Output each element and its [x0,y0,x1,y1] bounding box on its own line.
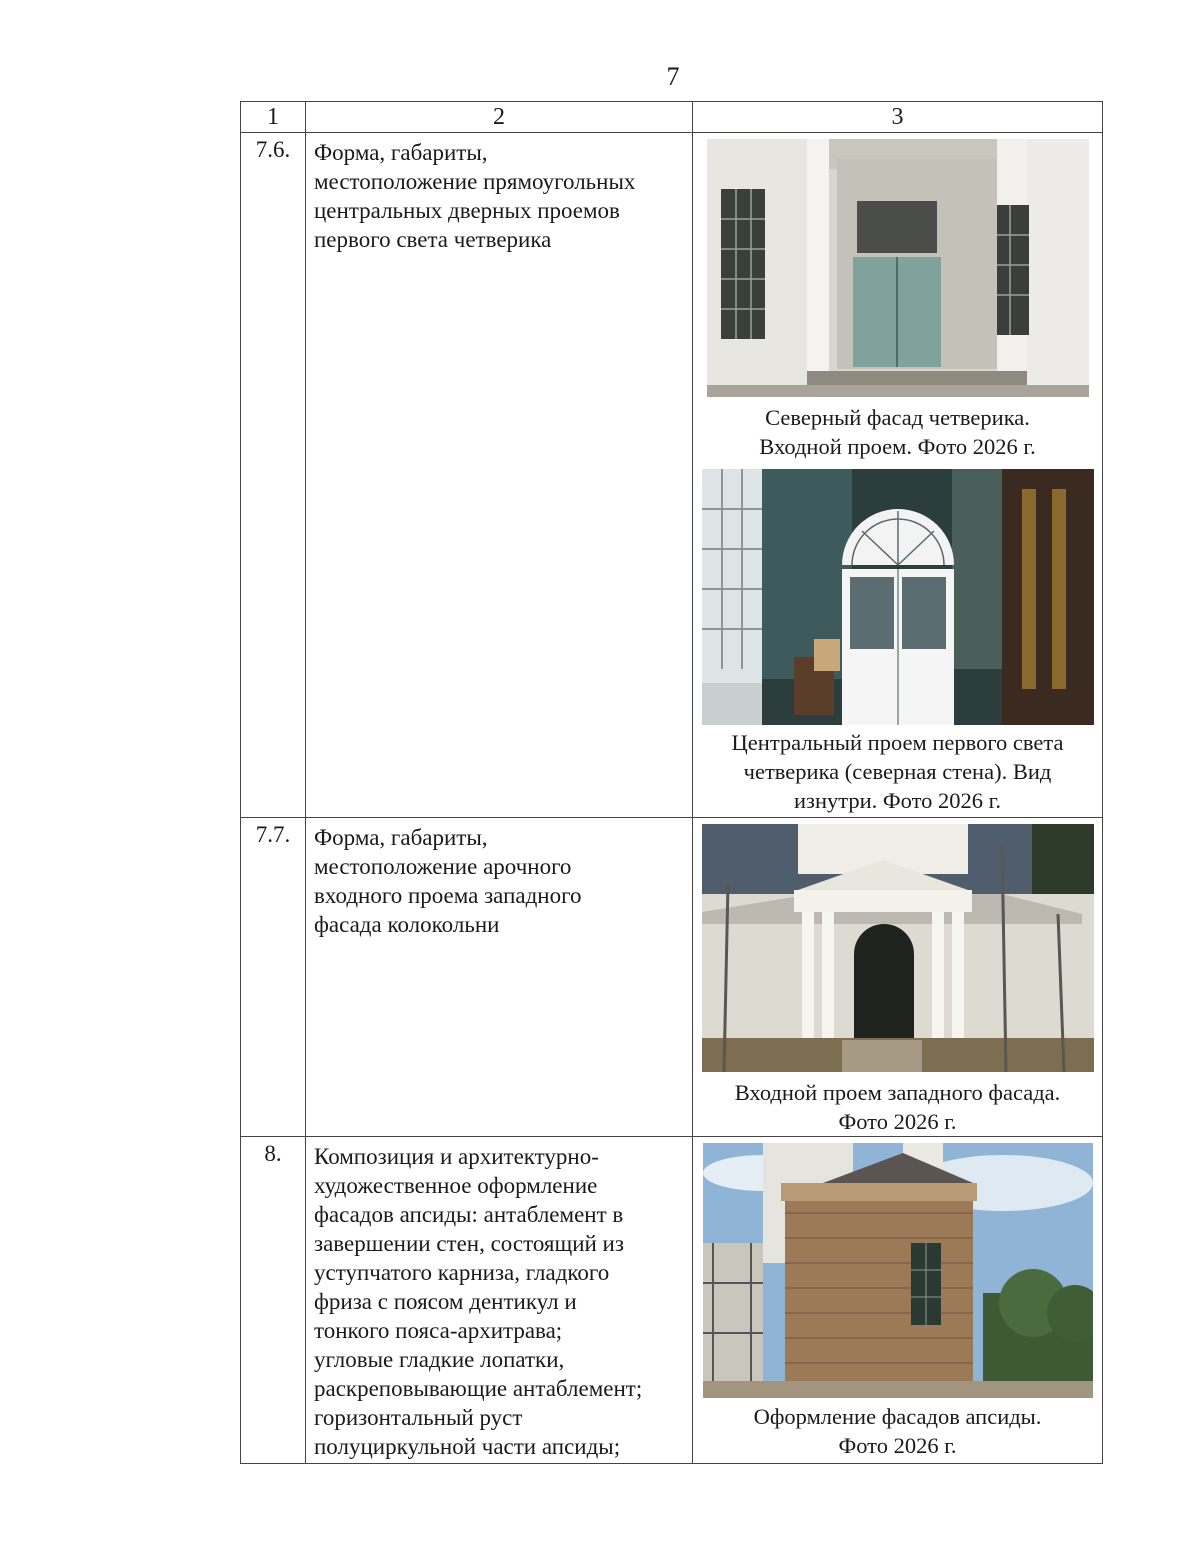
desc-line: центральных дверных проемов [314,198,620,223]
row-photos [693,818,1103,1137]
caption-line: Фото 2026 г. [838,1433,957,1458]
desc-line: художественное оформление [314,1173,598,1198]
caption-line: Входной проем западного фасада. [734,1080,1061,1105]
row-number: 7.7. [241,818,306,1137]
row-photos [693,1137,1103,1464]
caption-line: четверика (северная стена). Вид [743,759,1052,784]
photo-caption [693,1078,1102,1136]
row-description [306,133,693,818]
photo-north-facade [707,139,1089,397]
photo-caption [693,403,1102,461]
desc-line: полуциркульной части апсиды; [314,1434,621,1459]
desc-line: Форма, габариты, [314,140,488,165]
row-description [306,818,693,1137]
row-number: 7.6. [241,133,306,818]
desc-line: раскреповывающие антаблемент; [314,1376,643,1401]
desc-line: фасада колокольни [314,912,500,937]
table-header-row [241,102,1103,133]
caption-line: Оформление фасадов апсиды. [753,1404,1042,1429]
desc-line: местоположение арочного [314,854,572,879]
desc-line: тонкого пояса-архитрава; [314,1318,563,1343]
desc-line: угловые гладкие лопатки, [314,1347,565,1372]
caption-line: Центральный проем первого света [731,730,1064,755]
desc-line: горизонтальный руст [314,1405,523,1430]
desc-line: завершении стен, состоящий из [314,1231,624,1256]
table-row [241,1137,1103,1464]
desc-line: Форма, габариты, [314,825,488,850]
photo-west-facade [702,824,1094,1072]
photo-caption [693,728,1102,817]
caption-line: изнутри. Фото 2026 г. [794,788,1001,813]
header-cell: 2 [306,102,693,133]
desc-line: местоположение прямоугольных [314,169,636,194]
photo-caption [693,1402,1102,1462]
photo-interior-portal [702,469,1094,725]
attributes-table [240,101,1103,1464]
table-row [241,133,1103,818]
table-row [241,818,1103,1137]
caption-line: Фото 2026 г. [838,1109,957,1134]
caption-line: Входной проем. Фото 2026 г. [759,434,1036,459]
row-number: 8. [241,1137,306,1464]
desc-line: фасадов апсиды: антаблемент в [314,1202,624,1227]
row-description [306,1137,693,1464]
desc-line: уступчатого карниза, гладкого [314,1260,610,1285]
page-number: 7 [666,62,680,91]
desc-line: Композиция и архитектурно- [314,1144,599,1169]
photo-apse [703,1143,1093,1398]
header-cell: 3 [693,102,1103,133]
desc-line: фриза с поясом дентикул и [314,1289,577,1314]
desc-line: входного проема западного [314,883,582,908]
header-cell: 1 [241,102,306,133]
desc-line: первого света четверика [314,227,552,252]
row-photos [693,133,1103,818]
caption-line: Северный фасад четверика. [765,405,1030,430]
